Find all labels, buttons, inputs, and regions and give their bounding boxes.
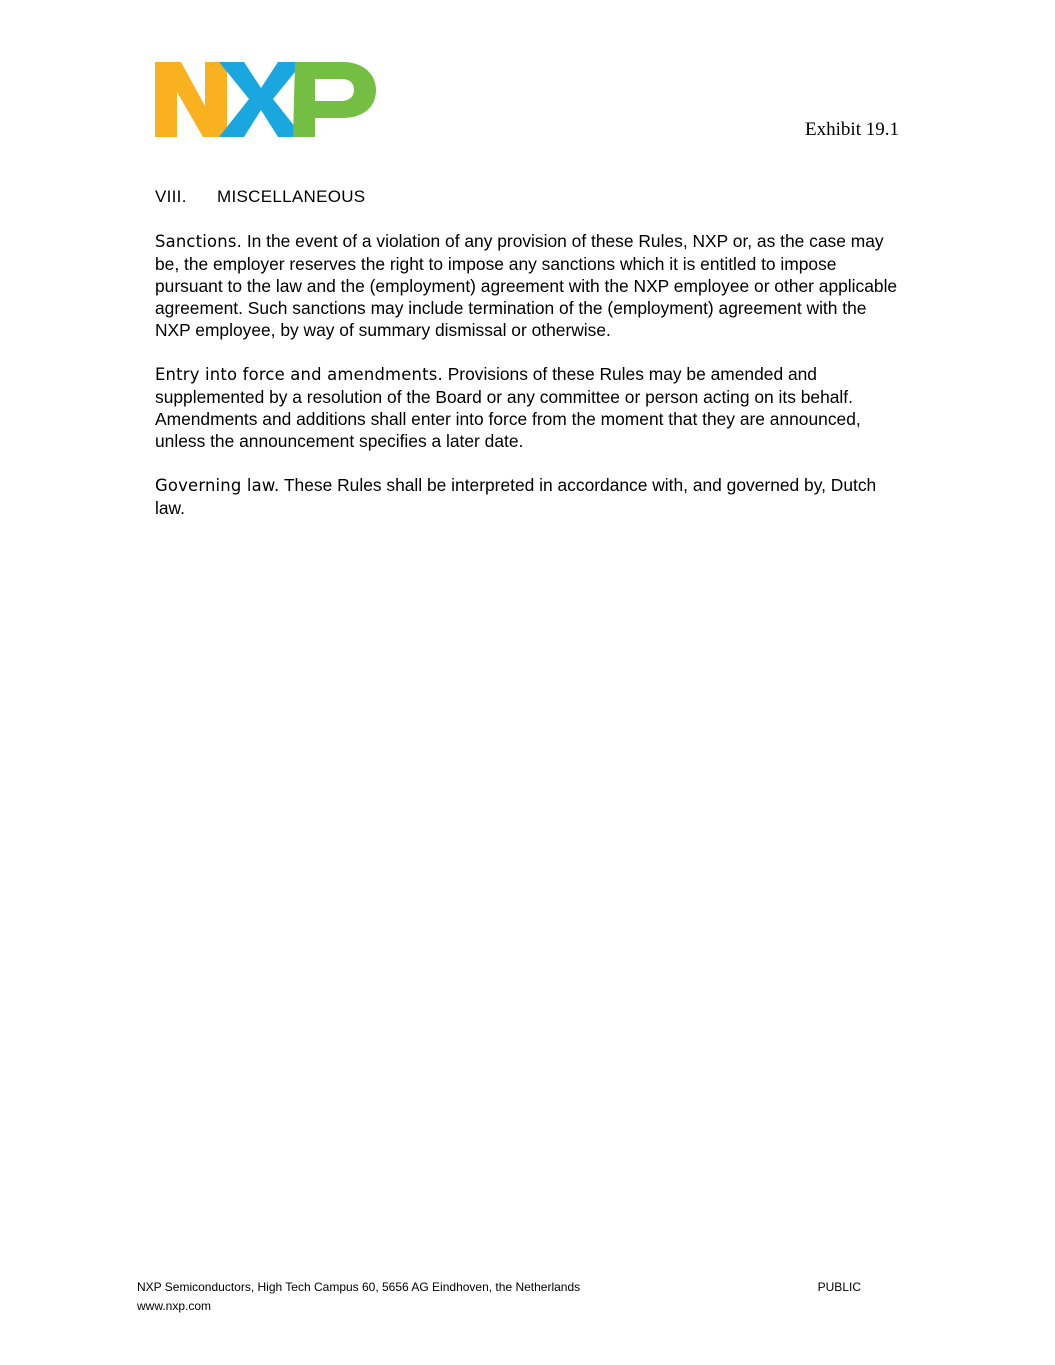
section-number: VIII. [155, 187, 187, 206]
paragraph-body: In the event of a violation of any provision of these Rules, NXP or, as the case may be, the employer reserves the right to impose any sanctions which it is entitled to impose pursuant to the law and the (employment) agreement with the NXP employee or other applicable agreement. Such sanctions may include termination of the (employment) agreement with the NXP employee, by way of summary dismissal or otherwise. [155, 231, 898, 340]
paragraph-body: These Rules shall be interpreted in accordance with, and governed by, Dutch law. [155, 475, 877, 518]
exhibit-label: Exhibit 19.1 [805, 119, 899, 140]
document-body [155, 186, 905, 541]
footer-address: NXP Semiconductors, High Tech Campus 60, 5656 AG Eindhoven, the Netherlands [137, 1280, 581, 1294]
section-heading [155, 186, 905, 208]
paragraph-sanctions [155, 230, 905, 341]
nxp-logo [155, 62, 376, 137]
paragraph-title: Governing law. [155, 476, 280, 495]
paragraph-governing-law [155, 474, 905, 519]
logo-letter-x [219, 62, 303, 137]
page-footer [137, 1278, 861, 1316]
section-title: MISCELLANEOUS [217, 187, 366, 206]
logo-letter-n [155, 62, 227, 137]
logo-letter-p [293, 62, 376, 137]
footer-website: www.nxp.com [137, 1299, 212, 1313]
paragraph-title: Sanctions. [155, 232, 242, 251]
footer-classification: PUBLIC [817, 1280, 861, 1294]
paragraph-title: Entry into force and amendments. [155, 365, 443, 384]
paragraph-entry-into-force [155, 363, 905, 452]
paragraph-body: Provisions of these Rules may be amended and supplemented by a resolution of the Board or any committee or person acting on its behalf. Amendments and additions shall enter into force from the moment that they are announced, unless the announcement specifies a later date. [155, 364, 861, 451]
